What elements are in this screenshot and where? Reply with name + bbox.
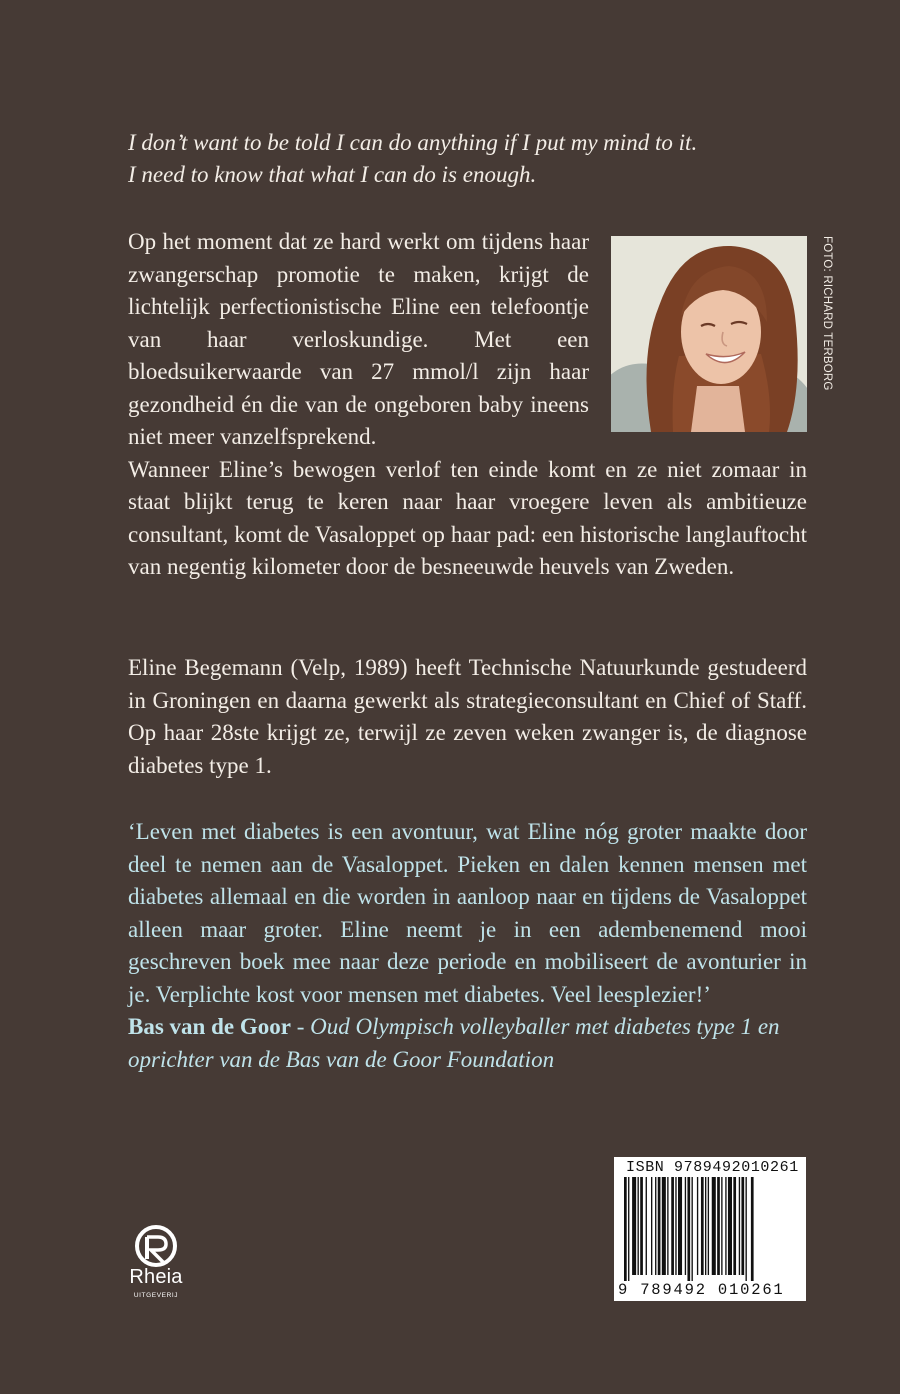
barcode-bar (721, 1177, 722, 1275)
barcode-bar (739, 1177, 740, 1275)
barcode-bar (678, 1177, 682, 1275)
isbn-digits: 9 789492 010261 (618, 1281, 785, 1299)
endorsement (128, 816, 807, 1076)
barcode-bar (705, 1177, 706, 1275)
author-photo-illustration (611, 236, 807, 432)
endorsement-role: - Oud Olympisch volleyballer met diabetes type 1 en oprichter van de Bas van de Goor Foundation (128, 1014, 780, 1072)
blurb (128, 226, 833, 584)
barcode-bar (667, 1177, 668, 1275)
barcode-bar (632, 1177, 636, 1275)
publisher-name: Rheia (129, 1266, 183, 1288)
barcode-bar (725, 1177, 726, 1275)
barcode-bar (646, 1177, 647, 1275)
blurb-paragraph-1: Op het moment dat ze hard werkt om tijdens haar zwangerschap promotie te maken, krijgt de lichtelijk perfectionistische Eline een telefoontje van haar verloskundige. Met een bloedsuikerwaarde van 27 mmol/l zijn haar gezondheid én die van de ongeboren baby ineens niet meer vanzelfsprekend. (128, 229, 589, 449)
barcode-bar (733, 1177, 736, 1275)
barcode-bar (751, 1177, 754, 1281)
isbn-barcode (614, 1157, 806, 1301)
barcode-bar (692, 1177, 693, 1281)
epigraph-line-1: I don’t want to be told I can do anything if I put my mind to it. (128, 130, 698, 155)
author-bio (128, 652, 807, 782)
epigraph (128, 127, 788, 191)
barcode-bar (717, 1177, 720, 1275)
barcode-bar (655, 1177, 656, 1275)
barcode-bar (701, 1177, 704, 1275)
barcode-bar (697, 1177, 698, 1275)
barcode-bar (671, 1177, 674, 1275)
barcode-bar (728, 1177, 732, 1275)
endorsement-attribution (128, 1011, 807, 1076)
blurb-paragraph-2: Wanneer Eline’s bewogen verlof ten einde komt en ze niet zomaar in staat blijkt terug te keren naar haar vroegere leven als ambitieuze consultant, komt de Vasaloppet op haar pad: een historische langlauftocht van negentig kilometer door de besneeuwde heuvels van Zweden. (128, 456, 807, 579)
barcode-bars (624, 1177, 796, 1281)
epigraph-line-2: I need to know that what I can do is enough. (128, 162, 537, 187)
barcode-bar (651, 1177, 652, 1275)
publisher-subtitle: UITGEVERIJ (133, 1292, 179, 1299)
barcode-bar (708, 1177, 709, 1275)
barcode-bar (628, 1177, 629, 1281)
barcode-bar (712, 1177, 716, 1275)
endorsement-name: Bas van de Goor (128, 1014, 291, 1039)
photo-credit: FOTO: RICHARD TERBORG (821, 236, 833, 391)
barcode-bar (640, 1177, 643, 1275)
endorsement-quote: ‘Leven met diabetes is een avontuur, wat Eline nóg groter maakte door deel te nemen aan de Vasaloppet. Pieken en dalen kennen mensen met diabetes allemaal en die worden in aanloop naar en tijdens de Vasaloppet alleen maar groter. Eline neemt je in een adembenemend mooi geschreven boek mee naar deze periode en mobiliseert de avonturier in je. Verplichte kost voor mensen met diabetes. Veel leesplezier!’ (128, 819, 807, 1007)
barcode-bar (638, 1177, 639, 1275)
barcode-bar (658, 1177, 661, 1275)
barcode-bar (685, 1177, 686, 1275)
barcode-bar (675, 1177, 676, 1275)
barcode-bar (741, 1177, 744, 1275)
bio-text: Eline Begemann (Velp, 1989) heeft Technische Natuurkunde gestudeerd in Groningen en daarna gewerkt als strategieconsultant en Chief of Staff. Op haar 28ste krijgt ze, terwijl ze zeven weken zwanger is, de diagnose diabetes type 1. (128, 655, 807, 778)
barcode-bar (687, 1177, 690, 1281)
barcode-bar (746, 1177, 747, 1281)
rheia-r-icon (120, 1224, 192, 1268)
isbn-label: ISBN 9789492010261 (626, 1159, 799, 1176)
barcode-bar (624, 1177, 627, 1281)
barcode-bar (662, 1177, 666, 1275)
author-photo (611, 236, 807, 432)
publisher-logo (120, 1224, 192, 1308)
author-photo-frame (611, 236, 833, 432)
